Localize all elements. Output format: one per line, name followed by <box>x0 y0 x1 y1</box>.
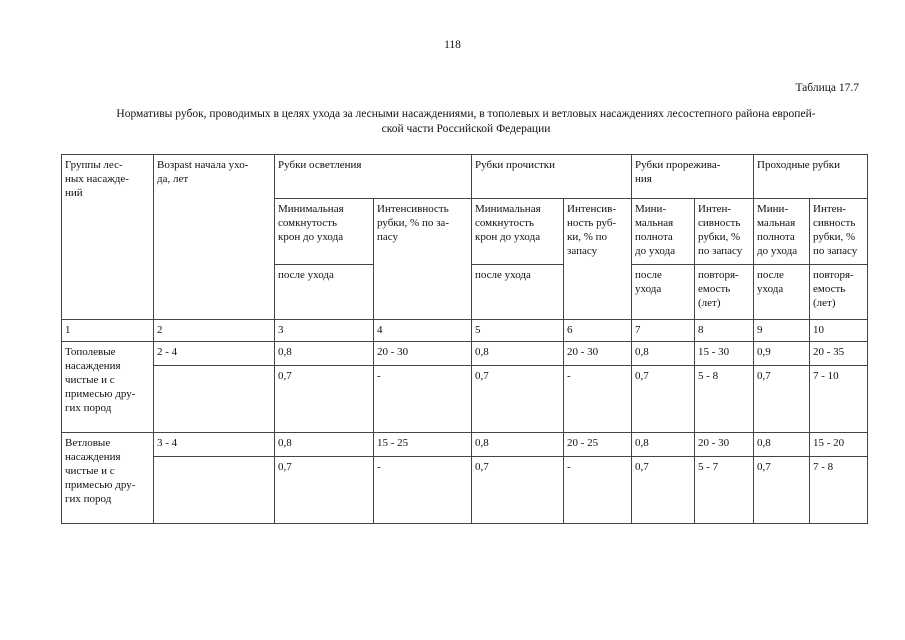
table-cell: 15 - 25 <box>374 433 472 457</box>
table-cell: 0,8 <box>472 433 564 457</box>
header-prorezh-after: после ухода <box>632 265 695 320</box>
table-cell: 0,7 <box>275 366 374 433</box>
table-row-willow-before <box>62 433 868 457</box>
header-osv: Рубки осветления <box>275 155 472 199</box>
table-cell: - <box>374 457 472 524</box>
header-proch-int: Интенсив- ность руб- ки, % по запасу <box>564 199 632 320</box>
header-prohod-after: после ухода <box>754 265 810 320</box>
table-cell: 5 - 7 <box>695 457 754 524</box>
table-cell: 0,7 <box>632 366 695 433</box>
table-cell: 0,7 <box>754 457 810 524</box>
column-number: 9 <box>754 320 810 342</box>
table-label: Таблица 17.7 <box>795 82 859 94</box>
header-age: Возрast начала ухо- да, лет <box>154 155 275 320</box>
table-cell: 20 - 30 <box>564 342 632 366</box>
column-number: 8 <box>695 320 754 342</box>
column-number: 6 <box>564 320 632 342</box>
table-cell: 0,7 <box>472 457 564 524</box>
table-row-willow-after <box>62 457 868 524</box>
header-prorezh-int: Интен- сивность рубки, % по запасу <box>695 199 754 265</box>
column-number: 10 <box>810 320 868 342</box>
age-cell-empty <box>154 366 275 433</box>
column-number-row <box>62 320 868 342</box>
table-cell: 20 - 25 <box>564 433 632 457</box>
header-prohod: Проходные рубки <box>754 155 868 199</box>
table-cell: 0,7 <box>472 366 564 433</box>
group-cell-willow: Ветловые насаждения чистые и с примесью дру- гих пород <box>62 433 154 524</box>
header-osv-min: Минимальная сомкнутость крон до ухода <box>275 199 374 265</box>
header-prohod-rep: повторя- емость (лет) <box>810 265 868 320</box>
table-caption: Нормативы рубок, проводимых в целях ухода за лесными насаждениями, в тополевых и ветловых насаждениях лесостепного района европей- ской части Российской Федерации <box>116 108 816 135</box>
page-number: 118 <box>444 39 461 51</box>
header-prorezh: Рубки прорежива- ния <box>632 155 754 199</box>
header-proch: Рубки прочистки <box>472 155 632 199</box>
table-cell: 20 - 30 <box>695 433 754 457</box>
header-proch-after: после ухода <box>472 265 564 320</box>
table-cell: 0,7 <box>754 366 810 433</box>
header-prohod-int: Интен- сивность рубки, % по запасу <box>810 199 868 265</box>
header-osv-after: после ухода <box>275 265 374 320</box>
table-cell: 20 - 30 <box>374 342 472 366</box>
table-cell: 0,8 <box>472 342 564 366</box>
column-number: 1 <box>62 320 154 342</box>
header-prohod-min: Мини- мальная полнота до ухода <box>754 199 810 265</box>
table-cell: - <box>564 457 632 524</box>
column-number: 7 <box>632 320 695 342</box>
header-prorezh-min: Мини- мальная полнота до ухода <box>632 199 695 265</box>
table-cell: 0,8 <box>754 433 810 457</box>
header-groups: Группы лес- ных насажде- ний <box>62 155 154 320</box>
age-cell-empty <box>154 457 275 524</box>
norms-table <box>61 154 868 524</box>
table-cell: - <box>564 366 632 433</box>
table-cell: 0,9 <box>754 342 810 366</box>
column-number: 2 <box>154 320 275 342</box>
table-cell: 0,7 <box>275 457 374 524</box>
table-cell: 15 - 30 <box>695 342 754 366</box>
table-row-poplar-before <box>62 342 868 366</box>
table-cell: 7 - 10 <box>810 366 868 433</box>
table-cell: - <box>374 366 472 433</box>
table-row-poplar-after <box>62 366 868 433</box>
table-cell: 15 - 20 <box>810 433 868 457</box>
table-cell: 0,8 <box>632 342 695 366</box>
table-cell: 7 - 8 <box>810 457 868 524</box>
header-prorezh-rep: повторя- емость (лет) <box>695 265 754 320</box>
table-cell: 0,8 <box>632 433 695 457</box>
table-cell: 5 - 8 <box>695 366 754 433</box>
header-proch-min: Минимальная сомкнутость крон до ухода <box>472 199 564 265</box>
header-row-1 <box>62 155 868 199</box>
header-osv-int: Интенсивность рубки, % по за- пасу <box>374 199 472 320</box>
age-cell-willow: 3 - 4 <box>154 433 275 457</box>
table-cell: 20 - 35 <box>810 342 868 366</box>
column-number: 4 <box>374 320 472 342</box>
table-cell: 0,8 <box>275 433 374 457</box>
group-cell-poplar: Тополевые насаждения чистые и с примесью дру- гих пород <box>62 342 154 433</box>
table-cell: 0,8 <box>275 342 374 366</box>
column-number: 3 <box>275 320 374 342</box>
table-cell: 0,7 <box>632 457 695 524</box>
column-number: 5 <box>472 320 564 342</box>
age-cell-poplar: 2 - 4 <box>154 342 275 366</box>
